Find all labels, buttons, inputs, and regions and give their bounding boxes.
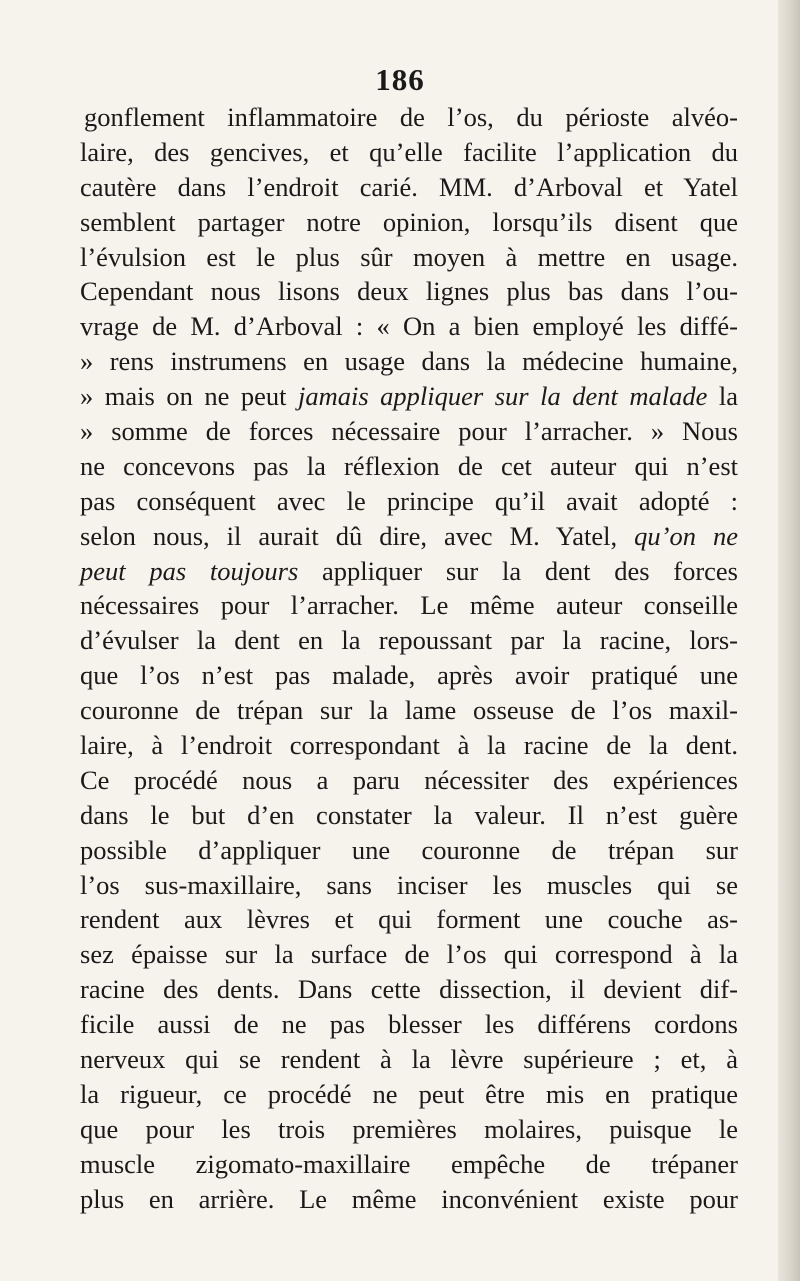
text-line: semblent partager notre opinion, lorsqu’ils disent que bbox=[80, 206, 738, 237]
text-line: dans le but d’en constater la valeur. Il n’est guère bbox=[80, 799, 738, 830]
text-line: muscle zigomato-maxillaire empêche de trépaner bbox=[80, 1148, 738, 1179]
text-line: l’os sus-maxillaire, sans inciser les muscles qui se bbox=[80, 869, 738, 900]
text-line: laire, à l’endroit correspondant à la racine de la dent. bbox=[80, 730, 738, 761]
text-line: peut pas toujours appliquer sur la dent des forces bbox=[80, 555, 738, 586]
italic-phrase: peut pas toujours bbox=[80, 555, 299, 586]
text-line: Cependant nous lisons deux lignes plus bas dans l’ou- bbox=[80, 276, 738, 307]
text-line: nécessaires pour l’arracher. Le même auteur conseille bbox=[80, 590, 738, 621]
text-line: la rigueur, ce procédé ne peut être mis en pratique bbox=[80, 1078, 738, 1109]
italic-phrase: jamais appliquer sur la dent malade bbox=[297, 381, 708, 412]
text-line: gonflement inflammatoire de l’os, du périoste alvéo- bbox=[84, 102, 738, 132]
text-line: d’évulser la dent en la repoussant par la racine, lors- bbox=[80, 625, 738, 656]
text-line: que pour les trois premières molaires, puisque le bbox=[80, 1113, 738, 1144]
text-line: » somme de forces nécessaire pour l’arracher. » Nous bbox=[80, 416, 738, 447]
text-line: rendent aux lèvres et qui forment une couche as- bbox=[80, 904, 738, 935]
text-line: vrage de M. d’Arboval : « On a bien employé les diffé- bbox=[80, 311, 738, 342]
text-line: nerveux qui se rendent à la lèvre supérieure ; et, à bbox=[80, 1044, 738, 1075]
text-line: » rens instrumens en usage dans la médecine humaine, bbox=[80, 346, 738, 377]
text-line: selon nous, il aurait dû dire, avec M. Yatel, qu’on ne bbox=[80, 520, 738, 551]
text-line: racine des dents. Dans cette dissection, il devient dif- bbox=[80, 974, 738, 1005]
text-line: Ce procédé nous a paru nécessiter des expériences bbox=[80, 764, 738, 795]
text-line: que l’os n’est pas malade, après avoir pratiqué une bbox=[80, 660, 738, 691]
text-line: pas conséquent avec le principe qu’il avait adopté : bbox=[80, 485, 738, 516]
page-edge-shadow bbox=[778, 0, 800, 1281]
text-line: cautère dans l’endroit carié. MM. d’Arboval et Yatel bbox=[80, 171, 738, 202]
text-line: couronne de trépan sur la lame osseuse de l’os maxil- bbox=[80, 695, 738, 726]
text-line: » mais on ne peut jamais appliquer sur la dent malade la bbox=[80, 381, 739, 412]
text-line: ne concevons pas la réflexion de cet auteur qui n’est bbox=[80, 450, 738, 481]
italic-phrase: qu’on ne bbox=[634, 520, 738, 551]
text-line: plus en arrière. Le même inconvénient existe pour bbox=[80, 1183, 738, 1214]
text-line: sez épaisse sur la surface de l’os qui correspond à la bbox=[80, 939, 738, 970]
text-line: laire, des gencives, et qu’elle facilite l’application du bbox=[80, 136, 738, 167]
text-line: ficile aussi de ne pas blesser les différens cordons bbox=[80, 1009, 738, 1040]
body-text bbox=[80, 100, 738, 1217]
page-number: 186 bbox=[375, 62, 425, 97]
text-line: l’évulsion est le plus sûr moyen à mettre en usage. bbox=[80, 241, 738, 272]
text-line: possible d’appliquer une couronne de trépan sur bbox=[80, 834, 738, 865]
